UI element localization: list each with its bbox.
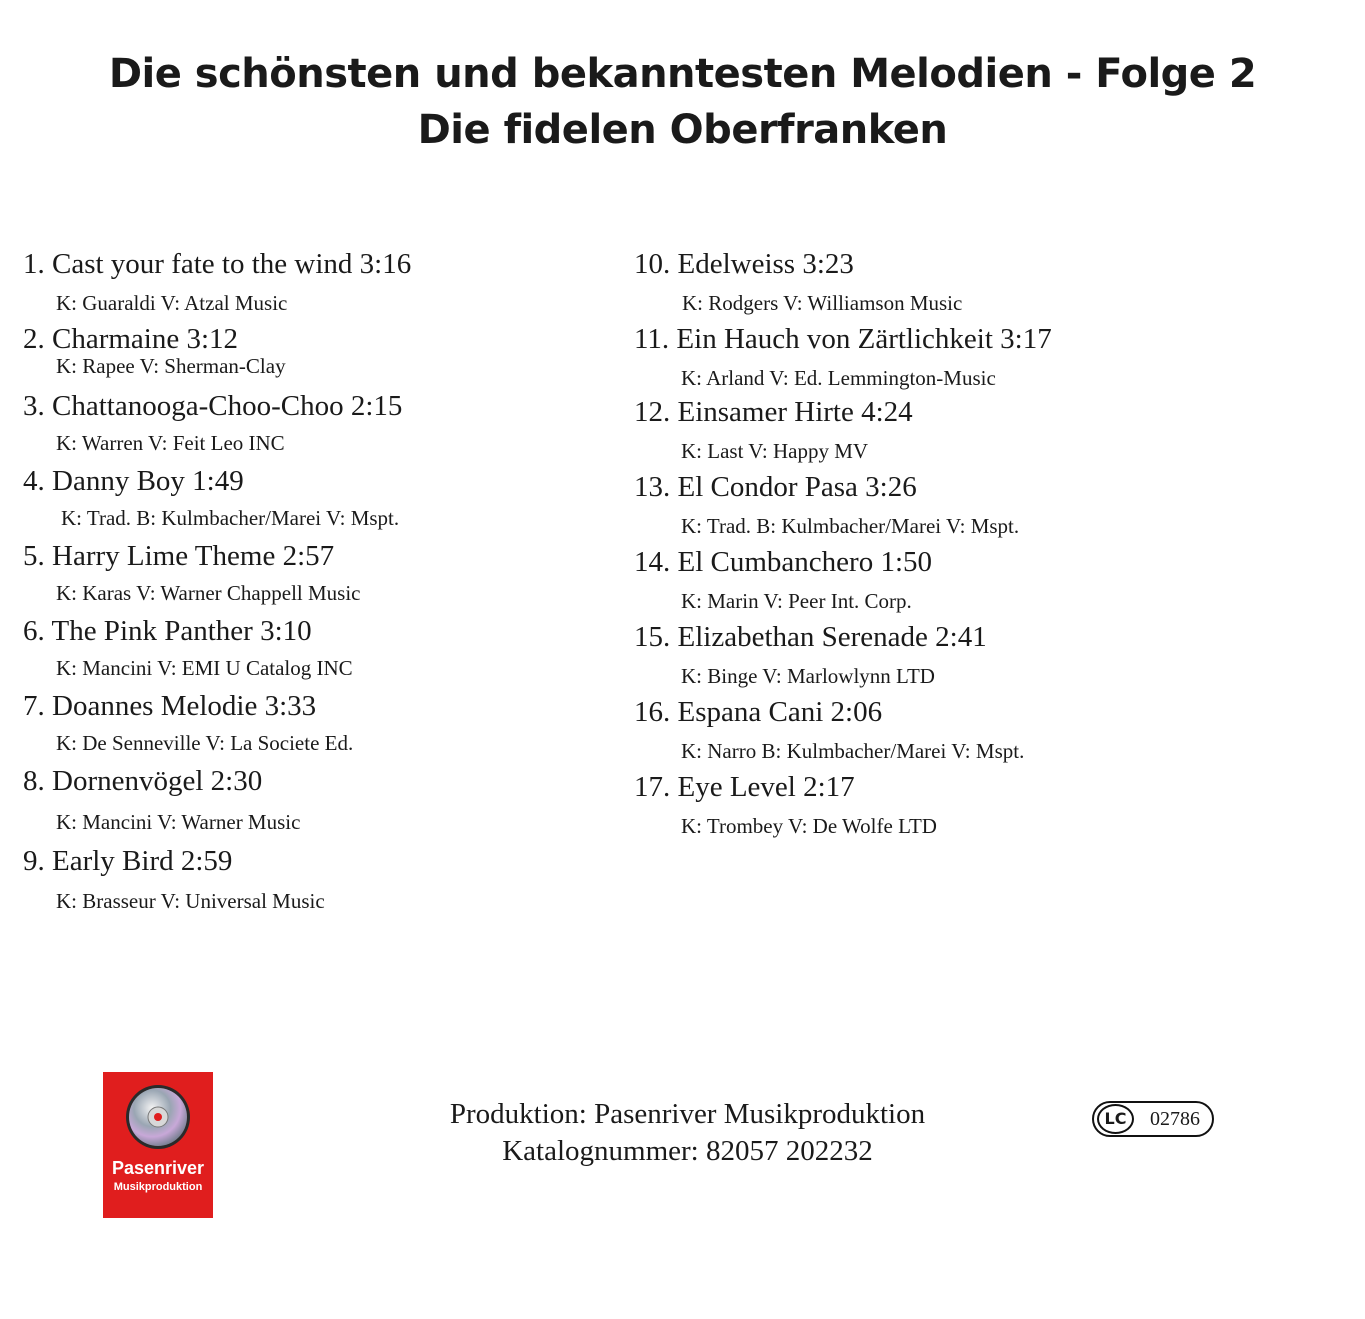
- track-title: 6. The Pink Panther 3:10: [23, 615, 312, 647]
- track-credit: K: Trad. B: Kulmbacher/Marei V: Mspt.: [681, 514, 1020, 538]
- track-title: 17. Eye Level 2:17: [634, 771, 855, 803]
- track-credit: K: Mancini V: EMI U Catalog INC: [56, 656, 353, 680]
- track-credit: K: Marin V: Peer Int. Corp.: [681, 589, 912, 613]
- track-title: 7. Doannes Melodie 3:33: [23, 690, 317, 722]
- track-credit: K: Trombey V: De Wolfe LTD: [681, 814, 937, 838]
- artist-name: Die fidelen Oberfranken: [417, 107, 948, 153]
- track-title: 14. El Cumbanchero 1:50: [634, 546, 933, 578]
- track-credit: K: Binge V: Marlowlynn LTD: [681, 664, 935, 688]
- track-credit: K: Rapee V: Sherman-Clay: [56, 354, 286, 378]
- album-title: Die schönsten und bekanntesten Melodien - Folge 2: [108, 51, 1257, 97]
- label-code-badge: [1092, 1101, 1214, 1137]
- track-credit: K: Guaraldi V: Atzal Music: [56, 291, 288, 315]
- track-credit: K: Warren V: Feit Leo INC: [56, 431, 285, 455]
- track-credit: K: Last V: Happy MV: [681, 439, 869, 463]
- track-title: 5. Harry Lime Theme 2:57: [23, 540, 335, 572]
- track-title: 12. Einsamer Hirte 4:24: [634, 396, 913, 428]
- track-title: 4. Danny Boy 1:49: [23, 465, 244, 497]
- logo-wordmark: Pasenriver: [111, 1158, 205, 1178]
- catalog-number: Katalognummer: 82057 202232: [502, 1135, 873, 1167]
- track-title: 8. Dornenvögel 2:30: [23, 765, 263, 797]
- lc-number: 02786: [1150, 1108, 1200, 1130]
- track-title: 11. Ein Hauch von Zärtlichkeit 3:17: [634, 323, 1052, 355]
- track-credit: K: Karas V: Warner Chappell Music: [56, 581, 361, 605]
- track-title: 3. Chattanooga-Choo-Choo 2:15: [23, 390, 403, 422]
- track-title: 9. Early Bird 2:59: [23, 845, 233, 877]
- track-title: 15. Elizabethan Serenade 2:41: [634, 621, 987, 653]
- track-title: 2. Charmaine 3:12: [23, 323, 239, 355]
- production-credit: Produktion: Pasenriver Musikproduktion: [449, 1098, 926, 1130]
- track-credit: K: Rodgers V: Williamson Music: [682, 291, 963, 315]
- track-credit: K: Brasseur V: Universal Music: [56, 889, 325, 913]
- lc-mark: LC: [1097, 1104, 1134, 1134]
- track-title: 1. Cast your fate to the wind 3:16: [23, 248, 412, 280]
- track-title: 10. Edelweiss 3:23: [634, 248, 854, 280]
- track-credit: K: Narro B: Kulmbacher/Marei V: Mspt.: [681, 739, 1025, 763]
- track-credit: K: De Senneville V: La Societe Ed.: [56, 731, 354, 755]
- track-credit: K: Trad. B: Kulmbacher/Marei V: Mspt.: [61, 506, 400, 530]
- track-credit: K: Arland V: Ed. Lemmington-Music: [681, 366, 996, 390]
- track-title: 16. Espana Cani 2:06: [634, 696, 883, 728]
- track-credit: K: Mancini V: Warner Music: [56, 810, 301, 834]
- logo-subtitle: Musikproduktion: [113, 1181, 203, 1193]
- track-title: 13. El Condor Pasa 3:26: [634, 471, 917, 503]
